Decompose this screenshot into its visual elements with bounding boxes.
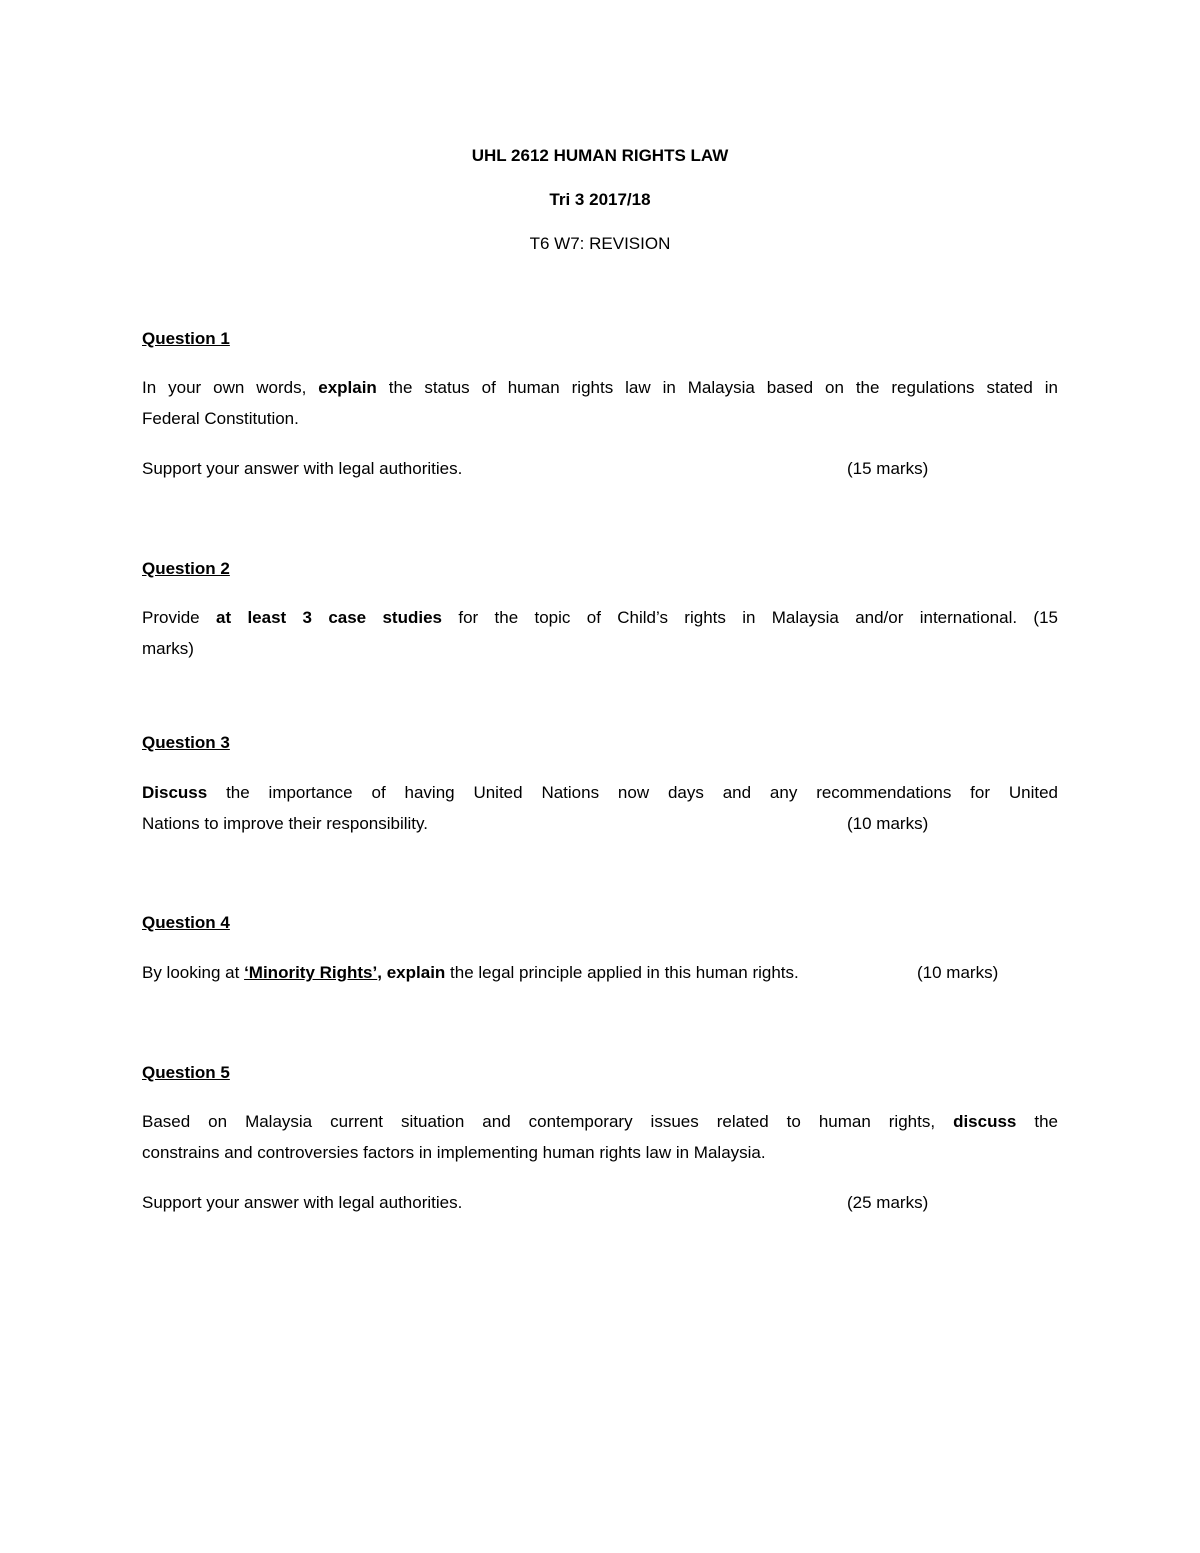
question-1-line-1 (142, 377, 1058, 399)
question-5-line-1 (142, 1111, 1058, 1133)
q4-text-e: the legal principle applied in this human rights. (450, 963, 799, 982)
q2-text-a: Provide (142, 608, 200, 627)
q5-text-c: the (1034, 1112, 1058, 1131)
session-label: T6 W7: REVISION (529, 234, 671, 253)
q2-marks-start: (15 (1033, 608, 1058, 627)
q4-comma: , (377, 963, 382, 982)
question-2-line-2: marks) (142, 639, 194, 658)
question-4-marks: (10 marks) (917, 963, 999, 982)
course-title: UHL 2612 HUMAN RIGHTS LAW (471, 146, 729, 165)
question-3-heading: Question 3 (142, 733, 230, 752)
question-1-support: Support your answer with legal authorities. (142, 459, 463, 478)
question-4-line-1 (142, 962, 902, 984)
question-1-line-2: Federal Constitution. (142, 409, 299, 428)
question-2-heading: Question 2 (142, 559, 230, 578)
question-1-marks: (15 marks) (847, 459, 929, 478)
question-5-marks: (25 marks) (847, 1193, 929, 1212)
question-5-support: Support your answer with legal authorities. (142, 1193, 463, 1212)
question-3-line-1 (142, 782, 1058, 804)
q4-keyword-minority-rights: ‘Minority Rights’ (244, 963, 378, 982)
question-3-marks: (10 marks) (847, 814, 929, 833)
term-label: Tri 3 2017/18 (549, 190, 651, 209)
q4-text-a: By looking at (142, 963, 240, 982)
q2-text-c: for the topic of Child’s rights in Malaysia and/or international. (458, 608, 1018, 627)
q5-text-a: Based on Malaysia current situation and contemporary issues related to human rights, (142, 1112, 936, 1131)
q4-keyword-explain: explain (386, 963, 446, 982)
question-1-heading: Question 1 (142, 329, 230, 348)
question-5-line-2: constrains and controversies factors in implementing human rights law in Malaysia. (142, 1143, 766, 1162)
question-4-heading: Question 4 (142, 913, 230, 932)
q1-text-a: In your own words, (142, 378, 307, 397)
question-5-heading: Question 5 (142, 1063, 230, 1082)
q2-keyword-case-studies: at least 3 case studies (215, 608, 442, 627)
question-2-line-1 (142, 607, 1058, 629)
q3-keyword-discuss: Discuss (142, 783, 208, 802)
q5-keyword-discuss: discuss (953, 1112, 1017, 1131)
q1-text-c: the status of human rights law in Malaysia based on the regulations stated in (388, 378, 1058, 397)
q3-text-b: the importance of having United Nations now days and any recommendations for United (226, 783, 1058, 802)
question-3-line-2: Nations to improve their responsibility. (142, 814, 428, 833)
q1-keyword-explain: explain (318, 378, 377, 397)
